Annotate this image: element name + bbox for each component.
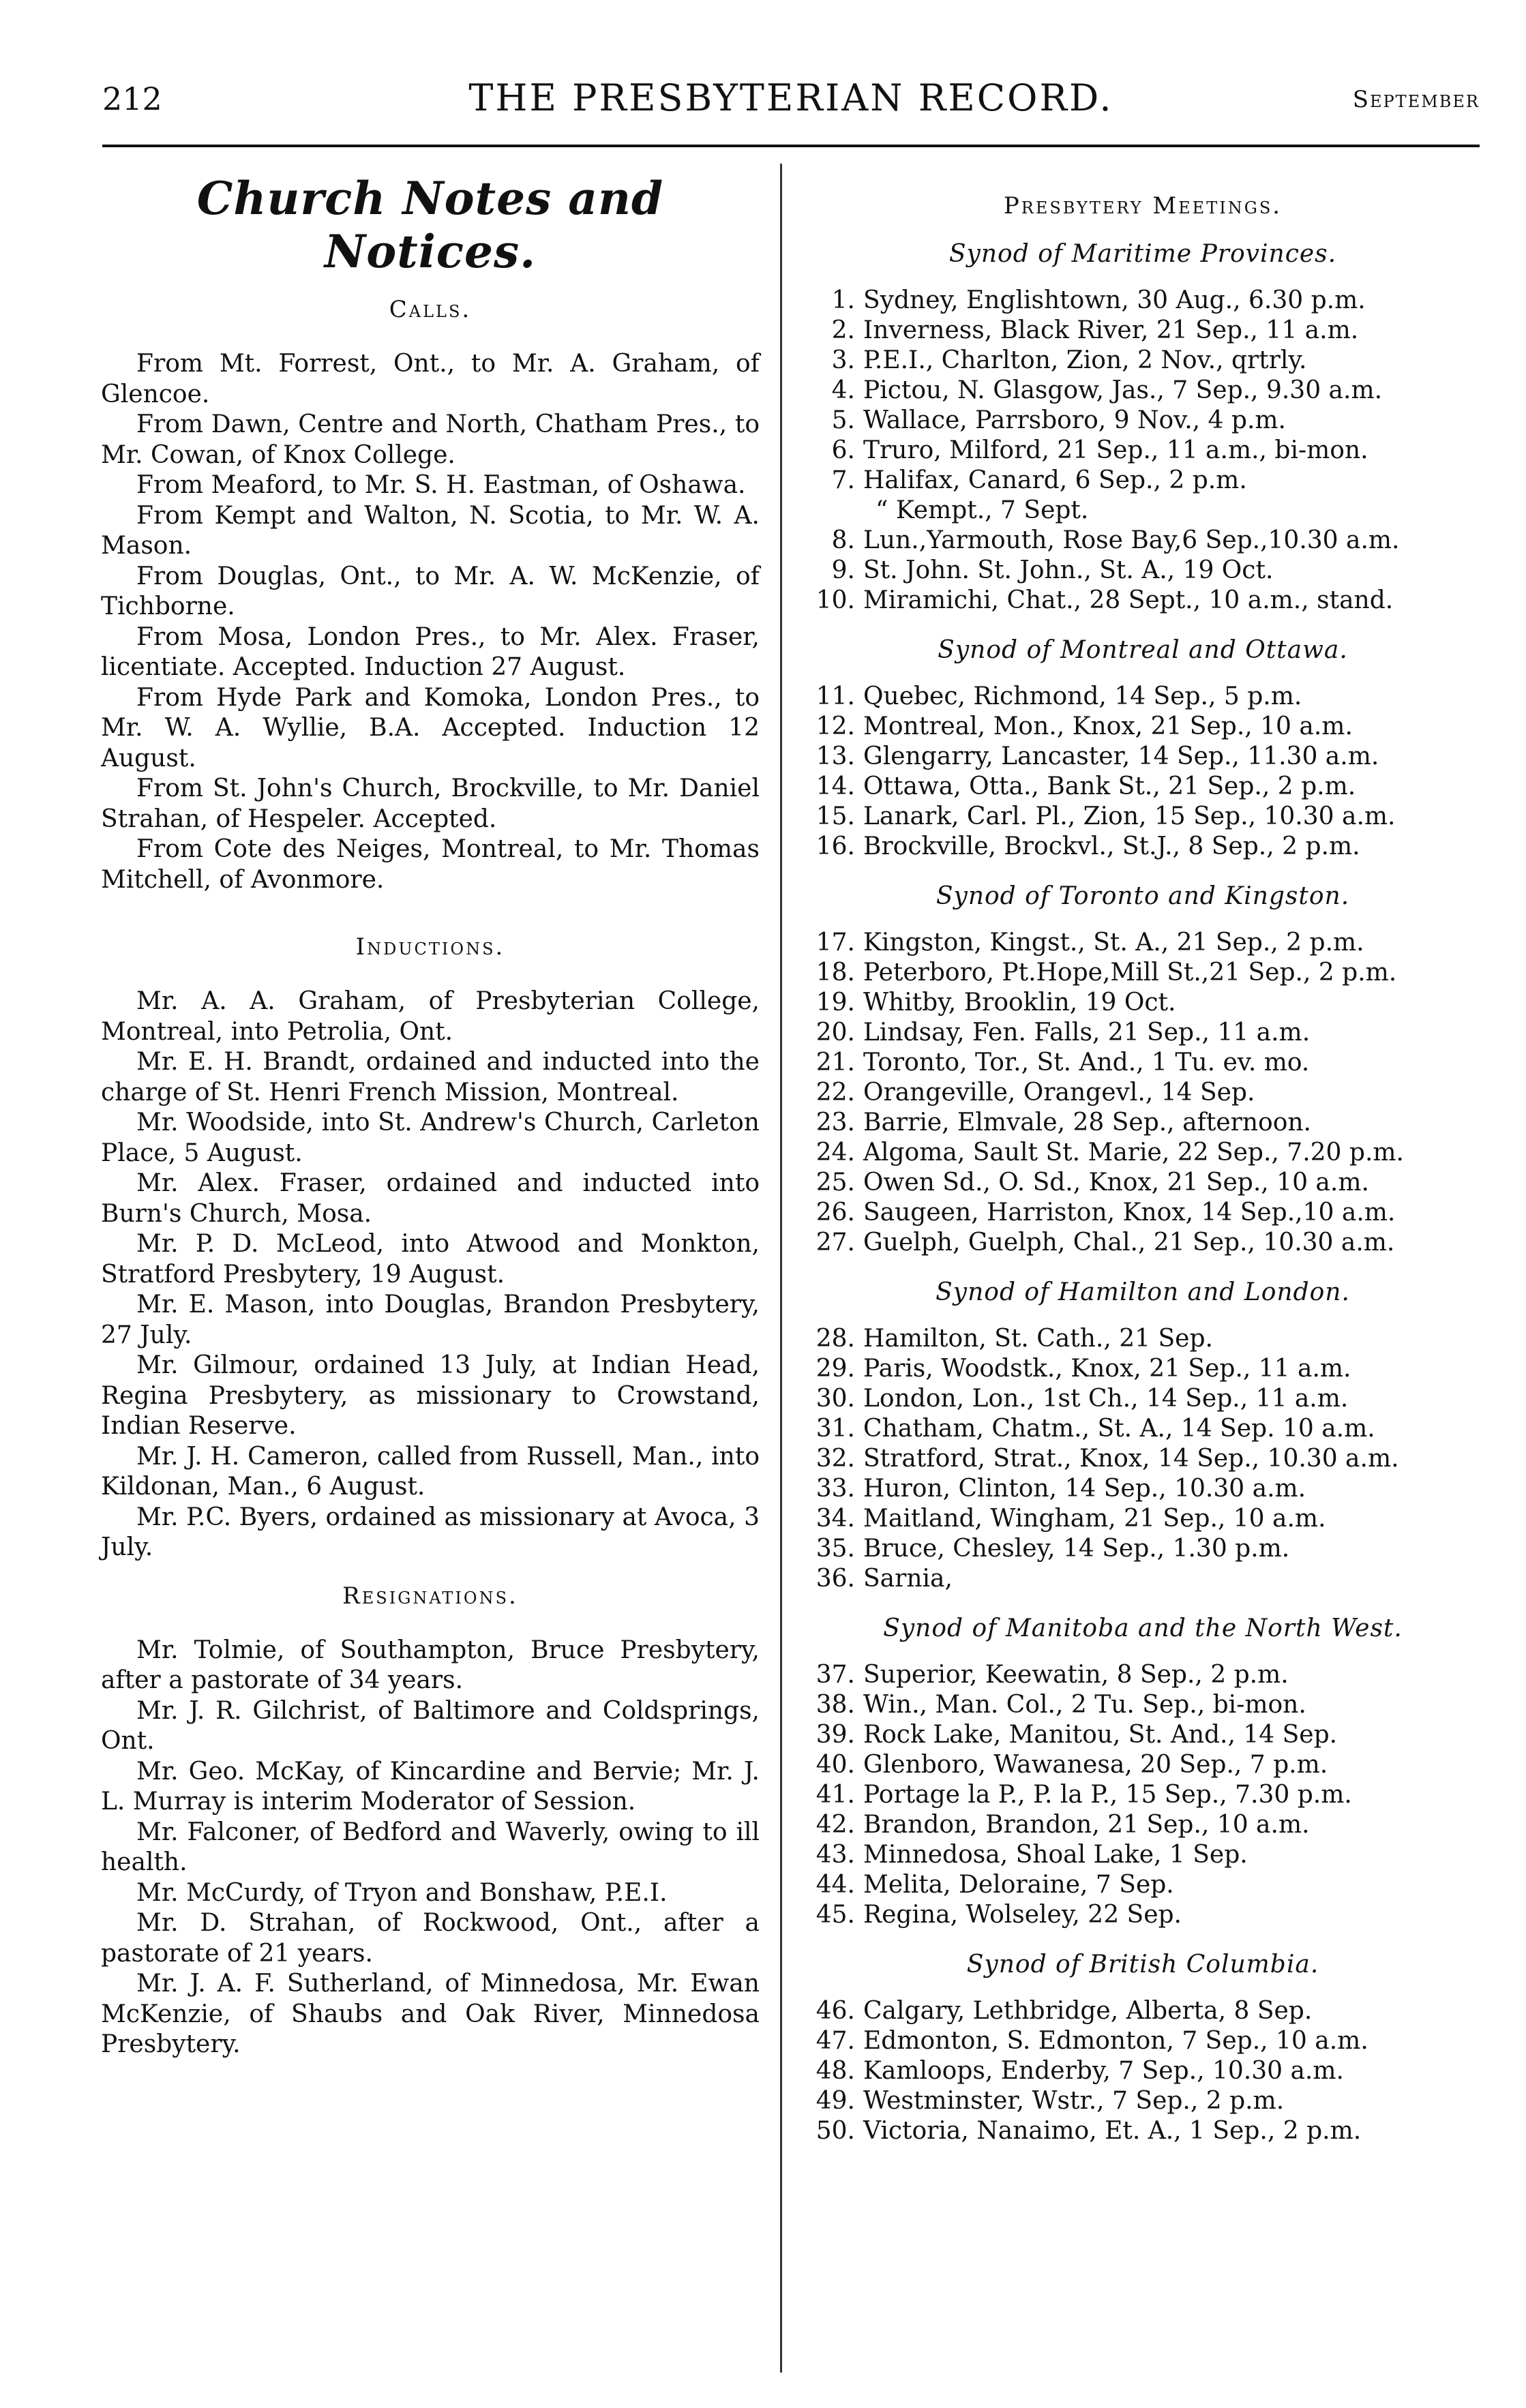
meeting-entry	[802, 526, 1484, 556]
meeting-number: 26.	[816, 1199, 855, 1226]
meeting-details: Pictou, N. Glasgow, Jas., 7 Sep., 9.30 a.m.	[863, 376, 1383, 404]
meeting-details: Glengarry, Lancaster, 14 Sep., 11.30 a.m.	[863, 742, 1379, 770]
meeting-entry	[802, 1414, 1484, 1444]
meeting-details: Stratford, Strat., Knox, 14 Sep., 10.30 a.m.	[863, 1445, 1399, 1473]
induction-entry: Mr. A. A. Graham, of Presbyterian College, Montreal, into Petrolia, Ont.	[101, 987, 760, 1046]
call-entry: From Mt. Forrest, Ont., to Mr. A. Graham, of Glencoe.	[101, 350, 760, 408]
meetings-list	[802, 286, 1484, 616]
meeting-entry	[802, 1750, 1484, 1780]
right-column	[802, 157, 1484, 2146]
call-entry: From Mosa, London Pres., to Mr. Alex. Fraser, licentiate. Accepted. Induction 27 August.	[101, 622, 760, 681]
meeting-number: 50.	[816, 2117, 855, 2145]
meeting-number: 36.	[816, 1565, 855, 1593]
meeting-details: Peterboro, Pt.Hope,Mill St.,21 Sep., 2 p.m.	[863, 959, 1397, 987]
meeting-number: 33.	[816, 1475, 855, 1503]
meeting-number: 12.	[816, 712, 855, 740]
meeting-entry	[802, 286, 1484, 316]
meeting-entry	[802, 742, 1484, 772]
meeting-details: P.E.I., Charlton, Zion, 2 Nov., qrtrly.	[863, 346, 1307, 374]
meeting-number: 15.	[816, 802, 855, 830]
meeting-details: Hamilton, St. Cath., 21 Sep.	[863, 1325, 1213, 1353]
meeting-entry	[802, 1996, 1484, 2026]
resignation-entry: Mr. McCurdy, of Tryon and Bonshaw, P.E.I.	[136, 1878, 668, 1907]
meeting-entry	[802, 802, 1484, 832]
meeting-number: 41.	[816, 1781, 855, 1809]
meeting-entry	[802, 712, 1484, 742]
meeting-entry	[802, 346, 1484, 376]
meeting-entry	[802, 1108, 1484, 1138]
call-entry: From Meaford, to Mr. S. H. Eastman, of Oshawa.	[136, 471, 746, 499]
meeting-details: Algoma, Sault St. Marie, 22 Sep., 7.20 p.m.	[863, 1139, 1404, 1167]
meeting-entry	[802, 988, 1484, 1018]
meeting-details: Melita, Deloraine, 7 Sep.	[863, 1871, 1174, 1899]
synod-heading: Synod of Maritime Provinces.	[948, 240, 1337, 268]
meeting-details: Brandon, Brandon, 21 Sep., 10 a.m.	[863, 1811, 1310, 1839]
resignations-section	[101, 1582, 760, 2060]
presbytery-meetings-heading: Presbytery Meetings.	[1003, 192, 1283, 220]
meeting-details: Huron, Clinton, 14 Sep., 10.30 a.m.	[863, 1475, 1306, 1503]
synod-heading: Synod of Manitoba and the North West.	[883, 1614, 1403, 1642]
page-header	[102, 68, 1480, 143]
meeting-number: 39.	[816, 1721, 855, 1749]
meeting-entry	[802, 2116, 1484, 2146]
meetings-list	[802, 928, 1484, 1258]
meeting-number: 48.	[816, 2057, 855, 2085]
meeting-entry	[802, 1168, 1484, 1198]
meeting-entry	[802, 1564, 1484, 1594]
meeting-entry	[802, 1384, 1484, 1414]
meeting-entry	[802, 2056, 1484, 2086]
meeting-entry	[802, 466, 1484, 496]
meeting-number: 27.	[816, 1229, 855, 1256]
meeting-details: Guelph, Guelph, Chal., 21 Sep., 10.30 a.m.	[863, 1229, 1395, 1256]
meeting-details: Barrie, Elmvale, 28 Sep., afternoon.	[863, 1109, 1311, 1137]
meeting-number: 32.	[816, 1445, 855, 1473]
meeting-details: Chatham, Chatm., St. A., 14 Sep. 10 a.m.	[863, 1415, 1375, 1443]
meeting-number: 9.	[831, 556, 855, 584]
meeting-details: Truro, Milford, 21 Sep., 11 a.m., bi-mon.	[863, 436, 1368, 464]
meeting-number: 28.	[816, 1325, 855, 1353]
induction-entry: Mr. Woodside, into St. Andrew's Church, Carleton Place, 5 August.	[101, 1109, 760, 1167]
meeting-entry	[802, 1900, 1484, 1930]
meeting-details: Edmonton, S. Edmonton, 7 Sep., 10 a.m.	[863, 2027, 1368, 2055]
meeting-details: Kamloops, Enderby, 7 Sep., 10.30 a.m.	[863, 2057, 1344, 2085]
meeting-entry	[802, 1078, 1484, 1108]
meeting-entry	[802, 496, 1484, 526]
calls-heading: Calls.	[389, 296, 472, 323]
meeting-entry	[802, 2026, 1484, 2056]
meeting-entry	[802, 436, 1484, 466]
meeting-details: Saugeen, Harriston, Knox, 14 Sep.,10 a.m.	[863, 1199, 1396, 1226]
meeting-details: Inverness, Black River, 21 Sep., 11 a.m.	[863, 316, 1359, 344]
meeting-number: 2.	[831, 316, 855, 344]
meeting-entry	[802, 1660, 1484, 1690]
meeting-details: Portage la P., P. la P., 15 Sep., 7.30 p.m.	[863, 1781, 1352, 1809]
meeting-details: Rock Lake, Manitou, St. And., 14 Sep.	[863, 1721, 1338, 1749]
synod-heading: Synod of Hamilton and London.	[936, 1278, 1350, 1306]
meeting-details: Whitby, Brooklin, 19 Oct.	[863, 989, 1176, 1017]
meeting-number: 30.	[816, 1385, 855, 1413]
meeting-details: Orangeville, Orangevl., 14 Sep.	[863, 1079, 1255, 1107]
meeting-details: St. John. St. John., St. A., 19 Oct.	[863, 556, 1274, 584]
induction-entry: Mr. E. H. Brandt, ordained and inducted into the charge of St. Henri French Mission, Montreal.	[101, 1048, 760, 1107]
meeting-details: Wallace, Parrsboro, 9 Nov., 4 p.m.	[863, 406, 1286, 434]
meeting-number: 20.	[816, 1019, 855, 1047]
call-entry: From Cote des Neiges, Montreal, to Mr. Thomas Mitchell, of Avonmore.	[101, 835, 760, 894]
induction-entry: Mr. Gilmour, ordained 13 July, at Indian Head, Regina Presbytery, as missionary to Crowstand, Indian Reserve.	[101, 1351, 760, 1440]
meeting-entry	[802, 1534, 1484, 1564]
section-title: Church Notes and Notices.	[196, 172, 664, 278]
meeting-number	[802, 496, 863, 526]
meeting-entry	[802, 1474, 1484, 1504]
resignation-entry: Mr. J. A. F. Sutherland, of Minnedosa, Mr. Ewan McKenzie, of Shaubs and Oak River, Minnedosa Presbytery.	[101, 1970, 760, 2058]
meeting-number: 5.	[831, 406, 855, 434]
meeting-number: 24.	[816, 1139, 855, 1167]
synods-list	[802, 240, 1484, 2146]
meeting-entry	[802, 1690, 1484, 1720]
meeting-entry	[802, 1504, 1484, 1534]
meeting-number: 18.	[816, 959, 855, 987]
meeting-number: 10.	[816, 586, 855, 614]
meeting-details: “ Kempt., 7 Sept.	[876, 496, 1089, 524]
meeting-number: 13.	[816, 742, 855, 770]
meeting-number: 44.	[816, 1871, 855, 1899]
meeting-details: Lanark, Carl. Pl., Zion, 15 Sep., 10.30 a.m.	[863, 802, 1396, 830]
meeting-details: Kingston, Kingst., St. A., 21 Sep., 2 p.m.	[863, 929, 1364, 957]
meeting-entry	[802, 1444, 1484, 1474]
meeting-number: 19.	[816, 989, 855, 1017]
synod-heading: Synod of Toronto and Kingston.	[936, 882, 1350, 910]
meeting-entry	[802, 1354, 1484, 1384]
resignation-entry: Mr. J. R. Gilchrist, of Baltimore and Coldsprings, Ont.	[101, 1696, 760, 1755]
meeting-details: Halifax, Canard, 6 Sep., 2 p.m.	[863, 466, 1247, 494]
meeting-entry	[802, 1018, 1484, 1048]
meeting-entry	[802, 928, 1484, 958]
meeting-entry	[802, 1198, 1484, 1228]
meeting-number: 7.	[831, 466, 855, 494]
meeting-entry	[802, 832, 1484, 862]
meeting-number: 21.	[816, 1049, 855, 1077]
meeting-number: 34.	[816, 1505, 855, 1533]
meeting-details: Lindsay, Fen. Falls, 21 Sep., 11 a.m.	[863, 1019, 1311, 1047]
call-entry: From Hyde Park and Komoka, London Pres., to Mr. W. A. Wyllie, B.A. Accepted. Induction 12 August.	[101, 683, 760, 772]
call-entry: From Kempt and Walton, N. Scotia, to Mr. W. A. Mason.	[101, 501, 760, 560]
meeting-details: Minnedosa, Shoal Lake, 1 Sep.	[863, 1841, 1248, 1869]
meeting-details: Toronto, Tor., St. And., 1 Tu. ev. mo.	[863, 1049, 1310, 1077]
meeting-details: Bruce, Chesley, 14 Sep., 1.30 p.m.	[863, 1535, 1290, 1563]
meeting-number: 4.	[831, 376, 855, 404]
induction-entry: Mr. J. H. Cameron, called from Russell, Man., into Kildonan, Man., 6 August.	[101, 1442, 760, 1501]
inductions-heading: Inductions.	[355, 933, 505, 961]
meeting-details: Victoria, Nanaimo, Et. A., 1 Sep., 2 p.m.	[863, 2117, 1362, 2145]
meeting-entry	[802, 1720, 1484, 1750]
resignation-entry: Mr. D. Strahan, of Rockwood, Ont., after a pastorate of 21 years.	[101, 1909, 760, 1968]
meetings-list	[802, 1996, 1484, 2146]
running-title: THE PRESBYTERIAN RECORD.	[468, 76, 1113, 119]
induction-entry: Mr. P. D. McLeod, into Atwood and Monkton, Stratford Presbytery, 19 August.	[101, 1230, 760, 1289]
meeting-entry	[802, 2086, 1484, 2116]
induction-entry: Mr. Alex. Fraser, ordained and inducted into Burn's Church, Mosa.	[101, 1169, 760, 1228]
meeting-number: 16.	[816, 832, 855, 860]
synod-heading: Synod of British Columbia.	[966, 1951, 1319, 1978]
meeting-number: 43.	[816, 1841, 855, 1869]
meeting-number: 35.	[816, 1535, 855, 1563]
meeting-details: Paris, Woodstk., Knox, 21 Sep., 11 a.m.	[863, 1355, 1351, 1383]
call-entry: From Douglas, Ont., to Mr. A. W. McKenzie, of Tichborne.	[101, 562, 760, 620]
page-number: 212	[102, 80, 162, 117]
meeting-details: Superior, Keewatin, 8 Sep., 2 p.m.	[863, 1661, 1289, 1689]
meeting-number: 45.	[816, 1901, 855, 1929]
meeting-entry	[802, 1048, 1484, 1078]
meeting-entry	[802, 1810, 1484, 1840]
meeting-details: Lun.,Yarmouth, Rose Bay,6 Sep.,10.30 a.m.	[863, 526, 1400, 554]
meeting-entry	[802, 1780, 1484, 1810]
resignation-entry: Mr. Geo. McKay, of Kincardine and Bervie; Mr. J. L. Murray is interim Moderator of Session.	[101, 1757, 760, 1816]
meeting-details: Westminster, Wstr., 7 Sep., 2 p.m.	[863, 2087, 1285, 2115]
meeting-details: Montreal, Mon., Knox, 21 Sep., 10 a.m.	[863, 712, 1353, 740]
meeting-entry	[802, 316, 1484, 346]
meeting-number: 29.	[816, 1355, 855, 1383]
meeting-details: Owen Sd., O. Sd., Knox, 21 Sep., 10 a.m.	[863, 1169, 1369, 1197]
meeting-details: Quebec, Richmond, 14 Sep., 5 p.m.	[863, 682, 1302, 710]
calls-section	[101, 296, 760, 895]
meeting-details: Ottawa, Otta., Bank St., 21 Sep., 2 p.m.	[863, 772, 1356, 800]
meeting-entry	[802, 772, 1484, 802]
meeting-entry	[802, 1228, 1484, 1258]
meeting-entry	[802, 406, 1484, 436]
induction-entry: Mr. P.C. Byers, ordained as missionary at Avoca, 3 July.	[101, 1503, 760, 1561]
left-column	[101, 157, 760, 2060]
meeting-entry	[802, 556, 1484, 586]
resignation-entry: Mr. Tolmie, of Southampton, Bruce Presbytery, after a pastorate of 34 years.	[101, 1636, 760, 1694]
synod-heading: Synod of Montreal and Ottawa.	[938, 636, 1348, 664]
meeting-entry	[802, 1870, 1484, 1900]
meeting-number: 17.	[816, 929, 855, 957]
meeting-entry	[802, 586, 1484, 616]
meeting-details: Brockville, Brockvl., St.J., 8 Sep., 2 p.m.	[863, 832, 1360, 860]
meeting-details: Calgary, Lethbridge, Alberta, 8 Sep.	[863, 1997, 1313, 2025]
meeting-entry	[802, 1324, 1484, 1354]
meeting-number: 40.	[816, 1751, 855, 1779]
meeting-details: Glenboro, Wawanesa, 20 Sep., 7 p.m.	[863, 1751, 1328, 1779]
meeting-details: Regina, Wolseley, 22 Sep.	[863, 1901, 1182, 1929]
meeting-entry	[802, 1138, 1484, 1168]
meeting-number: 47.	[816, 2027, 855, 2055]
meeting-details: Sydney, Englishtown, 30 Aug., 6.30 p.m.	[863, 286, 1366, 314]
meeting-number: 46.	[816, 1997, 855, 2025]
meeting-number: 8.	[831, 526, 855, 554]
meeting-entry	[802, 682, 1484, 712]
meeting-number: 11.	[816, 682, 855, 710]
meeting-details: Miramichi, Chat., 28 Sept., 10 a.m., stand.	[863, 586, 1394, 614]
induction-entry: Mr. E. Mason, into Douglas, Brandon Presbytery, 27 July.	[101, 1291, 760, 1349]
meeting-number: 38.	[816, 1691, 855, 1719]
meeting-details: Sarnia,	[863, 1565, 953, 1593]
call-entry: From St. John's Church, Brockville, to Mr. Daniel Strahan, of Hespeler. Accepted.	[101, 774, 760, 833]
resignation-entry: Mr. Falconer, of Bedford and Waverly, owing to ill health.	[101, 1818, 760, 1876]
meeting-details: Win., Man. Col., 2 Tu. Sep., bi-mon.	[863, 1691, 1306, 1719]
meeting-details: London, Lon., 1st Ch., 14 Sep., 11 a.m.	[863, 1385, 1349, 1413]
meeting-number: 1.	[831, 286, 855, 314]
resignations-heading: Resignations.	[342, 1582, 518, 1610]
meeting-number: 6.	[831, 436, 855, 464]
meetings-list	[802, 1324, 1484, 1594]
meeting-number: 31.	[816, 1415, 855, 1443]
meeting-number: 3.	[831, 346, 855, 374]
meeting-entry	[802, 958, 1484, 988]
meeting-details: Maitland, Wingham, 21 Sep., 10 a.m.	[863, 1505, 1326, 1533]
call-entry: From Dawn, Centre and North, Chatham Pres., to Mr. Cowan, of Knox College.	[101, 410, 760, 469]
issue-month: September	[1352, 86, 1480, 113]
meeting-entry	[802, 1840, 1484, 1870]
meeting-number: 37.	[816, 1661, 855, 1689]
header-rule	[102, 145, 1480, 147]
meeting-number: 49.	[816, 2087, 855, 2115]
meeting-entry	[802, 376, 1484, 406]
meeting-number: 25.	[816, 1169, 855, 1197]
meeting-number: 23.	[816, 1109, 855, 1137]
meetings-list	[802, 682, 1484, 862]
meeting-number: 14.	[816, 772, 855, 800]
meeting-number: 22.	[816, 1079, 855, 1107]
column-divider	[780, 164, 782, 2373]
meetings-list	[802, 1660, 1484, 1930]
meeting-number: 42.	[816, 1811, 855, 1839]
inductions-section	[101, 933, 760, 1563]
